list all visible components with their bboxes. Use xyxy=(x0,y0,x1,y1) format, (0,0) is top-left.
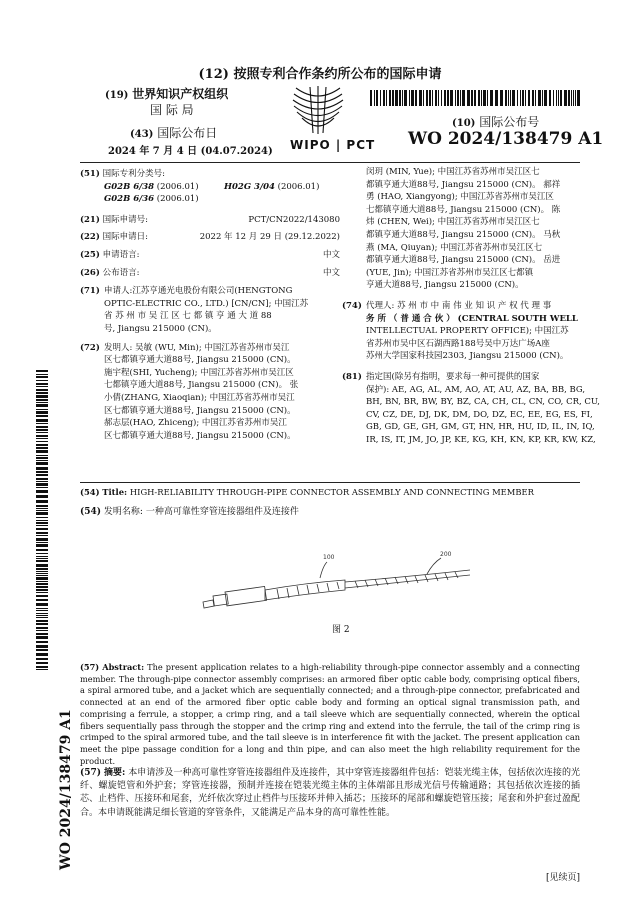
barcode-bar xyxy=(36,395,48,398)
barcode-bar xyxy=(36,535,48,536)
inventors-continued xyxy=(342,166,582,292)
title-zh-value: 一种高可靠性穿管连接器组件及连接件 xyxy=(145,507,299,517)
side-publication-number: WO 2024/138479 A1 xyxy=(58,709,74,870)
pubno-block xyxy=(452,113,539,130)
abstract-zh xyxy=(80,767,580,820)
ipc-1-code: G02B 6/38 xyxy=(104,181,155,192)
figure xyxy=(195,548,485,623)
f74-num: (74) xyxy=(342,300,362,311)
barcode-bar xyxy=(441,90,442,106)
f51-num: (51) xyxy=(80,169,100,179)
barcode-bar xyxy=(558,90,559,106)
barcode-bar xyxy=(36,490,48,493)
barcode-bar xyxy=(36,404,48,407)
f21-num: (21) xyxy=(80,214,100,225)
barcode-bar xyxy=(36,505,48,507)
f72-line: 小倩(ZHANG, Xiaoqian); 中国江苏省苏州市吴江 xyxy=(104,392,295,403)
barcode-bar xyxy=(36,392,48,394)
barcode-bar xyxy=(36,487,48,488)
f22-num: (22) xyxy=(80,232,100,243)
barcode-bar xyxy=(36,560,48,562)
barcode-bar xyxy=(36,653,48,656)
title-rule xyxy=(80,482,580,483)
pubdate-block xyxy=(130,124,217,141)
f72-line: 施宇程(SHI, Yucheng); 中国江苏省苏州市吴江区 xyxy=(104,367,294,378)
org-num: (19) xyxy=(105,90,129,101)
ipc-line-1 xyxy=(80,181,340,194)
barcode-bar xyxy=(36,411,48,414)
barcode-bar xyxy=(36,429,48,431)
f71-line: 省 苏 州 市 吴 江 区 七 都 镇 亨 通 大 道 88 xyxy=(104,311,272,322)
wipo-text: WIPO | PCT xyxy=(290,138,376,152)
barcode-bar xyxy=(444,90,446,106)
ipc-2-ver: (2006.01) xyxy=(274,181,320,192)
barcode-bar xyxy=(386,90,387,106)
barcode-bar xyxy=(36,542,48,543)
barcode-bar xyxy=(36,573,48,574)
barcode-bar xyxy=(36,435,48,437)
barcode-bar xyxy=(429,90,431,106)
field-71 xyxy=(80,285,340,335)
inventor-line: 燕 (MA, Qiuyan); 中国江苏省苏州市吴江区七 xyxy=(366,242,543,253)
barcode-bar xyxy=(36,575,48,576)
barcode-bar xyxy=(510,90,511,106)
barcode-bar xyxy=(553,90,554,106)
barcode-bar xyxy=(36,483,48,486)
f81-line: GB, GD, GE, GH, GM, GT, HN, HR, HU, ID, IL, IN, IQ, xyxy=(366,422,595,433)
f81-num: (81) xyxy=(342,371,362,382)
f21-label: 国际申请号: xyxy=(102,214,148,225)
f25-label: 申请语言: xyxy=(102,249,140,260)
barcode-bar xyxy=(36,415,48,417)
wipo-logo xyxy=(258,84,378,158)
f71-line: 申请人:江苏亨通光电股份有限公司(HENGTONG xyxy=(104,286,293,297)
org-block xyxy=(105,85,228,102)
barcode-bar xyxy=(36,455,48,456)
barcode-bar xyxy=(36,528,48,530)
barcode-bar xyxy=(517,90,518,106)
barcode-bar xyxy=(481,90,482,106)
barcode-bar xyxy=(542,90,543,106)
title-zh xyxy=(80,504,299,517)
barcode-bar xyxy=(36,620,48,622)
barcode-bar xyxy=(36,610,48,611)
barcode-bar xyxy=(36,571,48,572)
barcode-bar xyxy=(36,553,48,554)
f72-line: 发明人: 吴敏 (WU, Min); 中国江苏省苏州市吴江 xyxy=(104,342,290,353)
f22-label: 国际申请日: xyxy=(102,232,148,243)
field-81 xyxy=(342,371,600,447)
barcode-bar xyxy=(483,90,486,106)
barcode-bar xyxy=(457,90,459,106)
barcode-bar xyxy=(36,532,48,534)
pubdate-value: 2024 年 7 月 4 日 (04.07.2024) xyxy=(108,146,273,157)
inventor-line: 亨通大道88号, Jiangsu 215000 (CN)。 xyxy=(366,280,524,291)
barcode-bar xyxy=(36,370,48,372)
barcode-bar xyxy=(36,623,48,625)
barcode-bar xyxy=(36,402,48,403)
abstract-en-num: (57) xyxy=(80,662,100,672)
f72-line: 区七都镇亨通大道88号, Jiangsu 215000 (CN)。 xyxy=(104,405,296,416)
barcode-bar xyxy=(36,583,48,585)
barcode-bar xyxy=(535,90,536,106)
barcode-bar xyxy=(36,460,48,461)
barcode-bar xyxy=(411,90,414,106)
barcode-bar xyxy=(36,383,48,385)
barcode-bar xyxy=(432,90,433,106)
org-name: 世界知识产权组织 xyxy=(132,87,229,101)
pubno-label: 国际公布号 xyxy=(479,115,540,129)
barcode-bar xyxy=(474,90,476,106)
title-zh-label: 发明名称: xyxy=(103,507,143,517)
barcode-bar xyxy=(36,549,48,551)
barcode-bar xyxy=(538,90,541,106)
abstract-zh-text: 本申请涉及一种高可靠性穿管连接器组件及连接件，其中穿管连接器组件包括：铠装光缆主体，包括依次连接的光纤、螺旋铠管和外护套；穿管连接器，预制并连接在铠装光缆主体的主体端部且形成光信号传输通路；其包括依次连接的插芯、止档件、压接环和尾套，光纤依次穿过止档件与压接环并伸入插芯；压接环的尾部和螺旋铠管压接；尾套和外护套过盈配合。本申请既能满足细长管道的穿管条件，又能满足产品本身的高可靠性性能。 xyxy=(80,768,580,818)
f21-value: PCT/CN2022/143080 xyxy=(248,214,340,225)
barcode-bar xyxy=(423,90,424,106)
barcode-bar xyxy=(36,450,48,453)
barcode-bar xyxy=(36,447,48,449)
f71-line: 号, Jiangsu 215000 (CN)。 xyxy=(104,323,217,334)
barcode-bar xyxy=(370,90,372,106)
f74-text xyxy=(366,300,578,363)
barcode-bar xyxy=(36,380,48,381)
barcode-bar xyxy=(36,633,48,635)
label-200: 200 xyxy=(440,551,452,558)
f71-line: OPTIC-ELECTRIC CO., LTD.) [CN/CN]; 中国江苏 xyxy=(104,298,309,309)
barcode-bar xyxy=(380,90,381,106)
inventor-line: 闵玥 (MIN, Yue); 中国江苏省苏州市吴江区七 xyxy=(366,167,540,177)
inventor-line: 炜 (CHEN, Wei); 中国江苏省苏州市吴江区七 xyxy=(366,217,540,228)
barcode-bar xyxy=(374,90,375,106)
barcode-bar xyxy=(36,409,48,410)
barcode-bar xyxy=(409,90,410,106)
barcode-bar xyxy=(495,90,498,106)
barcode-bar xyxy=(544,90,547,106)
barcode-bar xyxy=(36,589,48,591)
barcode-bar xyxy=(36,645,48,648)
barcode-bar xyxy=(36,581,48,582)
barcode-bar xyxy=(505,90,507,106)
f71-text xyxy=(104,285,308,335)
inventor-line: 都镇亨通大道88号, Jiangsu 215000 (CN)。 岳进 xyxy=(366,255,561,266)
figure-caption: 图 2 xyxy=(332,625,350,635)
barcode-bar xyxy=(36,641,48,643)
barcode-bar xyxy=(573,90,574,106)
barcode-bar xyxy=(36,615,48,616)
barcode-bar xyxy=(36,376,48,378)
barcode-bar xyxy=(36,478,48,480)
inventor-line: 七都镇亨通大道88号, Jiangsu 215000 (CN)。 陈 xyxy=(366,204,561,215)
ipc-2-code: H02G 3/04 xyxy=(223,181,275,192)
barcode-bar xyxy=(467,90,470,106)
f81-line: 保护): AE, AG, AL, AM, AO, AT, AU, AZ, BA, BB, BG, xyxy=(366,384,586,395)
f22-value: 2022 年 12 月 29 日 (29.12.2022) xyxy=(199,232,340,243)
barcode-bar xyxy=(564,90,567,106)
barcode-bar xyxy=(36,592,48,593)
barcode-bar xyxy=(36,636,48,639)
barcode-bar xyxy=(36,558,48,559)
barcode-bar xyxy=(36,474,48,476)
barcode-bar xyxy=(522,90,524,106)
inventor-line: 都镇亨通大道88号, Jiangsu 215000 (CN)。 马秋 xyxy=(366,229,561,240)
field-22 xyxy=(80,231,340,244)
barcode-bar xyxy=(36,564,48,567)
f74-line: 省苏州市吴中区石湖西路188号吴中万达广场A座 xyxy=(366,338,550,349)
barcode-bar xyxy=(36,613,48,614)
left-column xyxy=(80,168,340,442)
continued-note: [见续页] xyxy=(546,873,581,883)
barcode-bar xyxy=(528,90,530,106)
title-en-num: (54) xyxy=(80,487,100,497)
abstract-en xyxy=(80,662,580,767)
abstract-en-label: Abstract: xyxy=(102,662,145,672)
right-column xyxy=(342,166,600,446)
barcode-bar xyxy=(36,374,48,375)
barcode-bar xyxy=(36,577,48,580)
barcode-bar xyxy=(415,90,417,106)
barcode-bar xyxy=(36,441,48,442)
f72-num: (72) xyxy=(80,342,100,353)
barcode-bar xyxy=(438,90,439,106)
barcode-bar xyxy=(455,90,456,106)
barcode-bar xyxy=(478,90,480,106)
barcode-bar xyxy=(389,90,391,106)
barcode-bar xyxy=(399,90,401,106)
barcode-bar xyxy=(36,481,48,482)
title-zh-num: (54) xyxy=(80,507,102,517)
barcode-bar xyxy=(508,90,509,106)
barcode-bar xyxy=(520,90,521,106)
barcode-top xyxy=(370,90,580,106)
barcode-bar xyxy=(36,538,48,541)
barcode-bar xyxy=(392,90,394,106)
field-21 xyxy=(80,214,340,227)
barcode-bar xyxy=(447,90,449,106)
f81-line: BH, BN, BR, BW, BY, BZ, CA, CH, CL, CN, CO, CR, CU, xyxy=(366,397,600,408)
barcode-bar xyxy=(36,649,48,651)
f81-text xyxy=(366,371,600,447)
barcode-bar xyxy=(575,90,576,106)
barcode-bar xyxy=(36,599,48,601)
f26-label: 公布语言: xyxy=(102,267,140,278)
barcode-bar xyxy=(402,90,403,106)
inventor-line: 勇 (HAO, Xiangyong); 中国江苏省苏州市吴江区 xyxy=(366,192,554,203)
barcode-bar xyxy=(36,666,48,668)
barcode-bar xyxy=(512,90,515,106)
connector-drawing xyxy=(195,548,485,623)
abstract-zh-label: 摘要: xyxy=(103,768,126,778)
barcode-bar xyxy=(532,90,534,106)
barcode-bar xyxy=(36,595,48,597)
f74-line: 代理人: 苏 州 市 中 南 伟 业 知 识 产 权 代 理 事 xyxy=(366,300,552,311)
barcode-bar xyxy=(568,90,570,106)
barcode-bar xyxy=(36,432,48,433)
f72-line: 七都镇亨通大道88号, Jiangsu 215000 (CN)。 张 xyxy=(104,380,299,391)
f25-num: (25) xyxy=(80,249,100,260)
f72-text xyxy=(104,342,298,443)
f72-line: 区七都镇亨通大道88号, Jiangsu 215000 (CN)。 xyxy=(104,355,296,366)
barcode-bar xyxy=(36,423,48,424)
barcode-bar xyxy=(36,426,48,428)
barcode-bar xyxy=(419,90,422,106)
barcode-bar xyxy=(36,512,48,515)
barcode-bar xyxy=(560,90,562,106)
barcode-bar xyxy=(36,457,48,459)
inventor-line: (YUE, Jin); 中国江苏省苏州市吴江区七都镇 xyxy=(366,267,534,278)
barcode-bar xyxy=(36,586,48,588)
field-74 xyxy=(342,300,582,363)
header-rule xyxy=(80,162,580,163)
barcode-bar xyxy=(36,510,48,511)
barcode-bar xyxy=(36,508,48,509)
pubdate-label: 国际公布日 xyxy=(157,126,218,140)
barcode-bar xyxy=(36,399,48,401)
barcode-bar xyxy=(571,90,572,106)
f81-line: 指定国(除另有指明，要求每一种可提供的国家 xyxy=(366,371,540,382)
field-26 xyxy=(80,267,340,280)
org-sub: 国 际 局 xyxy=(150,103,194,117)
barcode-bar xyxy=(462,90,465,106)
title-en-label: Title: xyxy=(102,487,128,497)
barcode-bar xyxy=(577,90,580,106)
barcode-bar xyxy=(36,500,48,503)
barcode-bar xyxy=(36,522,48,524)
f71-num: (71) xyxy=(80,286,100,297)
barcode-bar xyxy=(36,389,48,391)
inventor-line: 都镇亨通大道88号, Jiangsu 215000 (CN)。 郝祥 xyxy=(366,179,561,190)
ipc-1-ver: (2006.01) xyxy=(154,181,199,192)
barcode-bar xyxy=(36,556,48,557)
field-25 xyxy=(80,249,340,262)
f81-line: IR, IS, IT, JM, JO, JP, KE, KG, KH, KN, KP, KR, KW, KZ, xyxy=(366,434,596,445)
title-en xyxy=(80,487,534,497)
title-en-value: HIGH-RELIABILITY THROUGH-PIPE CONNECTOR ASSEMBLY AND CONNECTING MEMBER xyxy=(129,487,534,497)
barcode-bar xyxy=(36,669,48,670)
barcode-bar xyxy=(460,90,461,106)
f25-value: 中文 xyxy=(322,249,340,260)
barcode-bar xyxy=(383,90,385,106)
pubno-value: WO 2024/138479 A1 xyxy=(408,129,604,149)
label-100: 100 xyxy=(323,554,335,561)
barcode-bar xyxy=(36,438,48,439)
pubno-num: (10) xyxy=(452,118,476,129)
barcode-side xyxy=(36,370,48,670)
barcode-bar xyxy=(490,90,493,106)
barcode-bar xyxy=(500,90,503,106)
barcode-bar xyxy=(36,444,48,446)
barcode-bar xyxy=(36,627,48,629)
ipc-3-ver: (2006.01) xyxy=(154,194,199,205)
barcode-bar xyxy=(395,90,398,106)
barcode-bar xyxy=(36,617,48,618)
document-title: (12) 按照专利合作条约所公布的国际申请 xyxy=(198,67,442,82)
abstract-en-text: The present application relates to a high-reliability through-pipe connector assembly and a connecting member. The through-pipe connector assembly comprises: an armored fiber optic cable body, comprising optical fibers, a spiral armored tube, and a jacket which are sequentially connected; and a through-pipe connector, prefabricated and connected at an end of the armored fiber optic cable body and forming an optical signal transmission path, and comprising a ferrule, a stopper, a crimp ring, and a tail sleeve which are sequentially connected, wherein the optical fibers sequentially pass through the stopper and the crimp ring and extend into the ferrule, the tail of the crimp ring is crimped to the spiral armored tube, and the tail sleeve is in interference fit with the jacket. The present application can meet the pipe passage condition for a long and thin pipe, and can also meet the high reliability requirement for the product. xyxy=(80,662,581,766)
field-72 xyxy=(80,342,340,443)
abstract-zh-num: (57) xyxy=(80,768,102,778)
barcode-bar xyxy=(36,419,48,422)
f74-line: INTELLECTUAL PROPERTY OFFICE); 中国江苏 xyxy=(366,326,569,337)
f26-num: (26) xyxy=(80,267,100,278)
barcode-bar xyxy=(36,658,48,660)
barcode-bar xyxy=(36,630,48,631)
f72-line: 郝志层(HAO, Zhiceng); 中国江苏省苏州市吴江 xyxy=(104,418,287,429)
barcode-bar xyxy=(487,90,488,106)
ipc-3-code: G02B 6/36 xyxy=(104,194,155,205)
barcode-bar xyxy=(36,525,48,526)
f26-value: 中文 xyxy=(322,267,340,278)
barcode-bar xyxy=(36,544,48,547)
f81-line: CV, CZ, DE, DJ, DK, DM, DO, DZ, EC, EE, EG, ES, FI, xyxy=(366,409,593,420)
barcode-bar xyxy=(36,462,48,465)
barcode-bar xyxy=(556,90,557,106)
barcode-bar xyxy=(36,603,48,606)
barcode-bar xyxy=(36,520,48,521)
f51-label: 国际专利分类号: xyxy=(102,169,165,179)
barcode-bar xyxy=(426,90,428,106)
barcode-bar xyxy=(376,90,378,106)
ipc-line-2 xyxy=(80,193,340,206)
barcode-bar xyxy=(36,467,48,470)
barcode-bar xyxy=(435,90,437,106)
barcode-bar xyxy=(36,386,48,387)
barcode-bar xyxy=(36,495,48,498)
f74-line: 务 所 （ 普 通 合 伙 ） (CENTRAL SOUTH WELL xyxy=(366,313,578,324)
barcode-bar xyxy=(404,90,407,106)
barcode-bar xyxy=(471,90,473,106)
field-51 xyxy=(80,168,340,181)
barcode-bar xyxy=(525,90,526,106)
pubdate-num: (43) xyxy=(130,129,154,140)
barcode-bar xyxy=(450,90,453,106)
barcode-bar xyxy=(36,608,48,609)
barcode-bar xyxy=(549,90,551,106)
barcode-bar xyxy=(36,517,48,518)
f74-line: 苏州大学国家科技园2303, Jiangsu 215000 (CN)。 xyxy=(366,351,569,362)
barcode-bar xyxy=(36,662,48,664)
barcode-bar xyxy=(36,471,48,473)
f72-line: 区七都镇亨通大道88号, Jiangsu 215000 (CN)。 xyxy=(104,430,296,441)
barcode-bar xyxy=(36,568,48,570)
